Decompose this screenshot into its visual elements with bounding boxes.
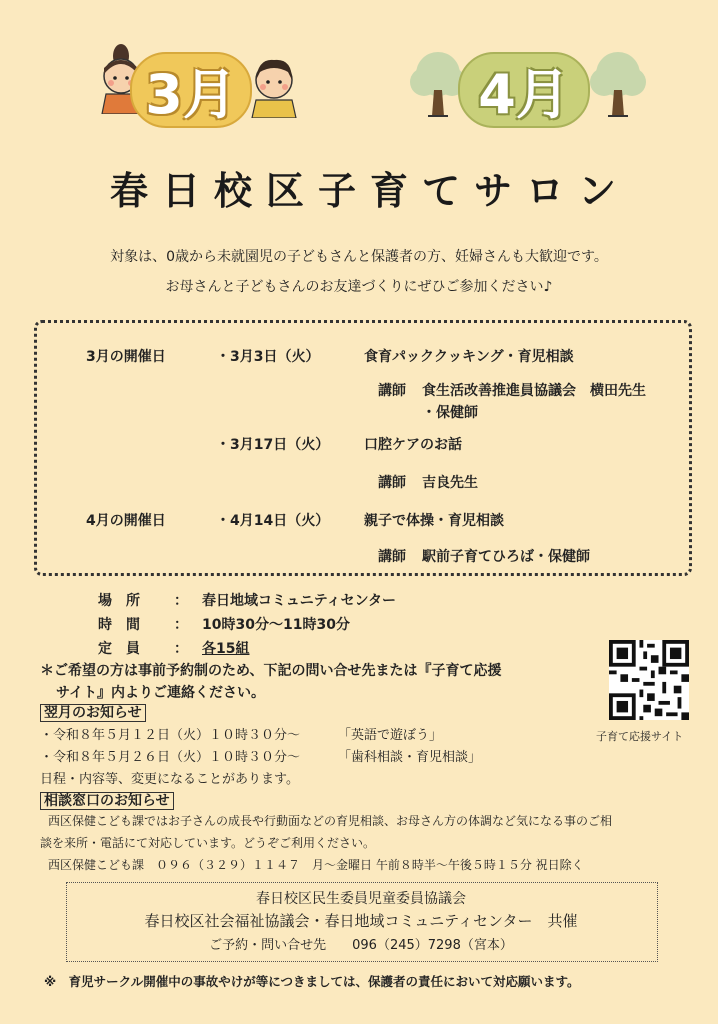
next-month-note: 日程・内容等、変更になることがあります。 — [40, 772, 299, 787]
bottom-note: ※ 育児サークル開催中の事故やけが等につきましては、保護者の責任において対応願います。 — [44, 974, 580, 989]
place-label: 場 所 — [98, 593, 140, 609]
april-label: 4月の開催日 — [86, 513, 166, 529]
next-month-heading: 翌月のお知らせ — [40, 704, 146, 722]
organizer-line-2: 春日校区社会福祉協議会・春日地域コミュニティセンター 共催 — [144, 912, 578, 930]
place-colon: ： — [174, 593, 188, 609]
march-event2-date: ・3月17日（火） — [216, 437, 330, 453]
consult-line-2: 談を来所・電話にて対応しています。どうぞご利用ください。 — [40, 836, 376, 850]
capacity-colon: ： — [174, 641, 188, 657]
capacity-value: 各15組 — [202, 641, 250, 657]
reservation-note-2: サイト』内よりご連絡ください。 — [56, 685, 266, 701]
place-value: 春日地域コミュニティセンター — [202, 593, 397, 609]
consult-line-1: 西区保健こども課ではお子さんの成長や行動面などの育児相談、お母さん方の体調など気になる事のご相 — [48, 814, 613, 828]
april-event1-date: ・4月14日（火） — [216, 513, 330, 529]
next-item2-date: ・令和８年５月２６日（火）１０時３０分～ — [40, 750, 301, 765]
organizer-line-1: 春日校区民生委員児童委員協議会 — [256, 891, 466, 907]
next-item2-title: 「歯科相談・育児相談」 — [338, 750, 482, 765]
march-event2-lecturer: 吉良先生 — [422, 475, 478, 491]
march-event1-lecturer: 食生活改善推進員協議会 横田先生 — [422, 383, 646, 399]
time-colon: ： — [174, 617, 188, 633]
intro-line-2: お母さんと子どもさんのお友達づくりにぜひご参加ください♪ — [165, 279, 553, 295]
contact-line: ご予約・問い合せ先 096（245）7298（宮本） — [209, 938, 513, 953]
intro-line-1: 対象は、0歳から未就園児の子どもさんと保護者の方、妊婦さんも大歓迎です。 — [110, 249, 608, 265]
page-title: 春日校区子育てサロン — [109, 169, 630, 213]
march-event1-lecturer-label: 講師 — [378, 383, 406, 399]
april-badge: 4月 — [458, 52, 590, 128]
reservation-note-1: ＊ご希望の方は事前予約制のため、下記の問い合せ先または『子育て応援 — [40, 663, 502, 679]
march-badge: 3月 — [130, 52, 252, 128]
march-event2-lecturer-label: 講師 — [378, 475, 406, 491]
april-event1-lecturer: 駅前子育てひろば・保健師 — [422, 549, 590, 565]
march-event1-date: ・3月3日（火） — [216, 349, 320, 365]
next-item1-title: 「英語で遊ぼう」 — [338, 728, 443, 743]
time-value: 10時30分～11時30分 — [202, 617, 350, 633]
next-item1-date: ・令和８年５月１２日（火）１０時３０分～ — [40, 728, 301, 743]
march-event1-title: 食育パッククッキング・育児相談 — [364, 349, 574, 365]
april-event1-lecturer-label: 講師 — [378, 549, 406, 565]
qr-caption: 子育て応援サイト — [596, 730, 684, 743]
time-label: 時 間 — [98, 617, 140, 633]
march-label: 3月の開催日 — [86, 349, 166, 365]
march-event1-lecturer-2: ・保健師 — [422, 405, 478, 421]
consult-heading: 相談窓口のお知らせ — [40, 792, 174, 810]
capacity-label: 定 員 — [98, 641, 140, 657]
tree-icon-right — [590, 50, 646, 120]
qr-code-icon[interactable] — [609, 640, 689, 720]
consult-phone: 西区保健こども課 ０９６（３２９）１１４７ 月～金曜日 午前８時半～午後５時１５分 祝日除く — [48, 858, 584, 872]
march-event2-title: 口腔ケアのお話 — [364, 437, 462, 453]
april-event1-title: 親子で体操・育児相談 — [364, 513, 504, 529]
child-illustration-right — [248, 54, 300, 118]
